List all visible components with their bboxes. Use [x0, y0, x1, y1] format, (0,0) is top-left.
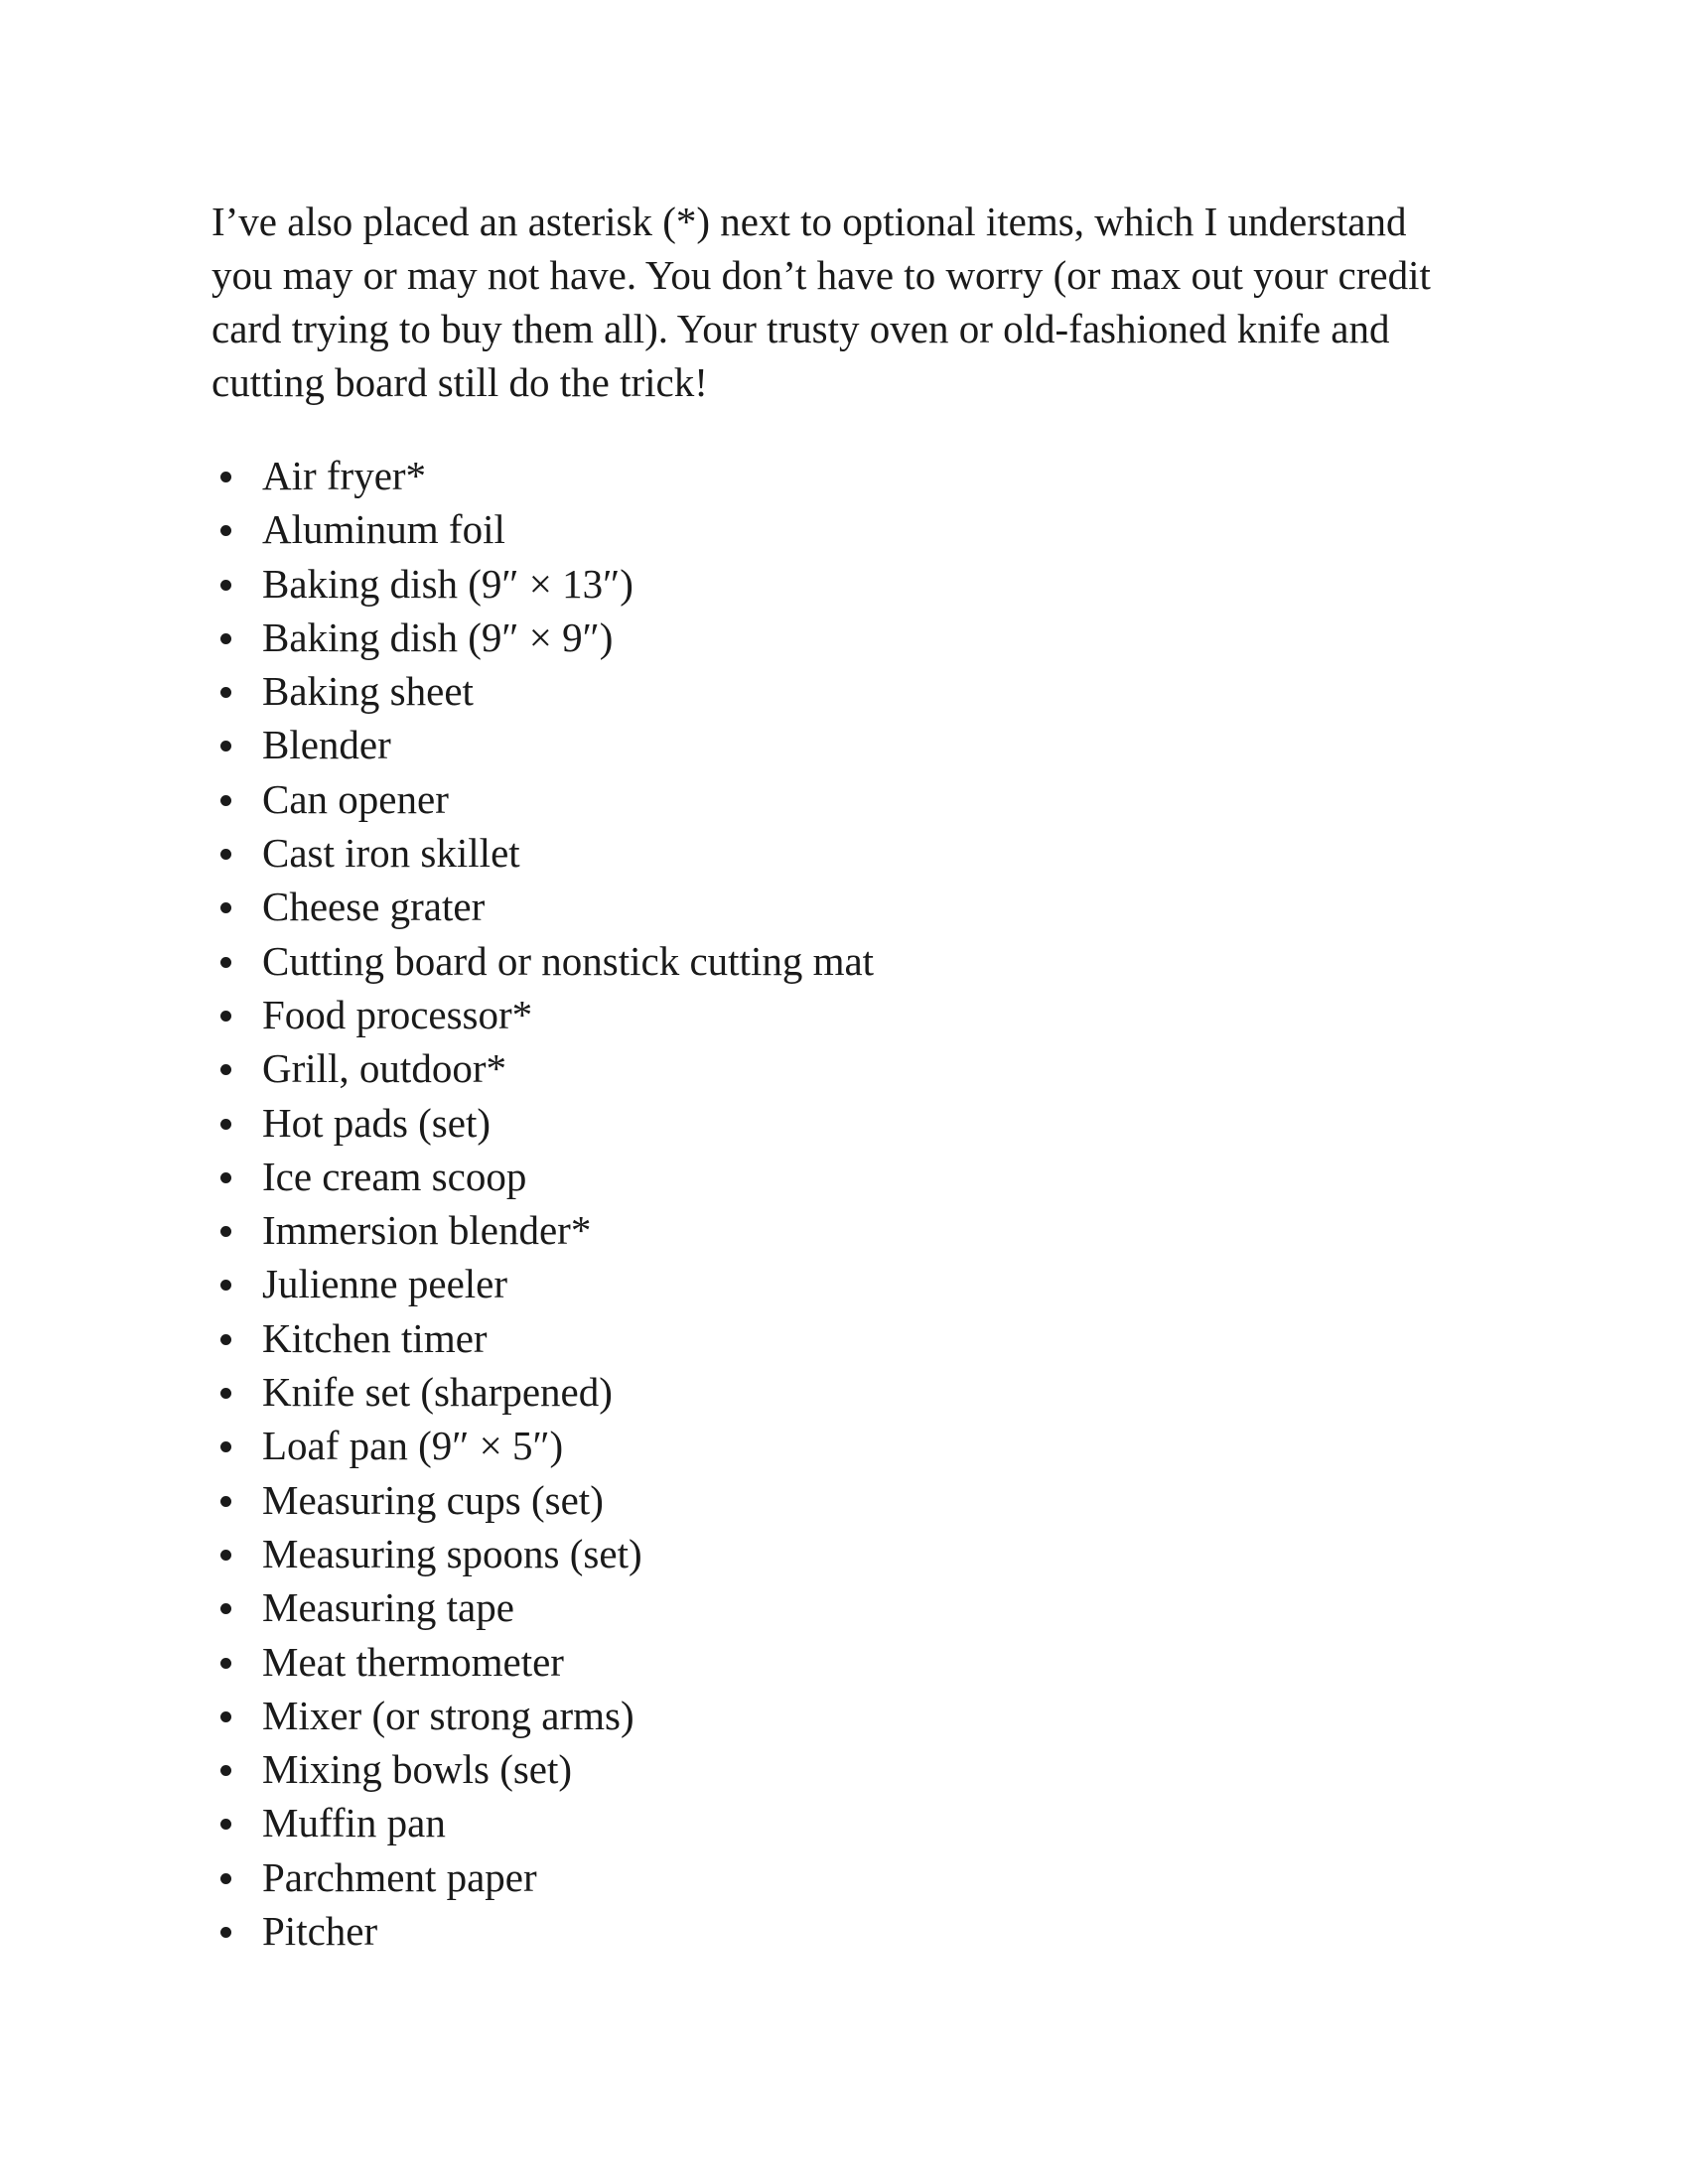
list-item — [211, 1689, 1443, 1742]
bullet-icon — [220, 472, 231, 482]
bullet-icon — [220, 1172, 231, 1183]
bullet-icon — [220, 957, 231, 968]
bullet-icon — [220, 1603, 231, 1614]
list-item-text: Parchment paper — [262, 1853, 537, 1900]
list-item — [211, 1365, 1443, 1419]
list-item — [211, 1635, 1443, 1689]
list-item-text: Blender — [262, 722, 391, 768]
list-item-text: Cutting board or nonstick cutting mat — [262, 937, 875, 984]
list-item-text: Meat thermometer — [262, 1638, 564, 1685]
bullet-icon — [220, 1119, 231, 1130]
bullet-icon — [220, 1064, 231, 1075]
list-item-text: Can opener — [262, 775, 449, 822]
list-item — [211, 1580, 1443, 1634]
list-item-text: Muffin pan — [262, 1800, 446, 1846]
list-item — [211, 1527, 1443, 1580]
list-item — [211, 1904, 1443, 1958]
list-item — [211, 449, 1443, 502]
list-item-text: Pitcher — [262, 1908, 378, 1955]
list-item — [211, 1096, 1443, 1150]
list-item-text: Baking dish (9″ × 9″) — [262, 614, 614, 660]
bullet-icon — [220, 1819, 231, 1830]
bullet-icon — [220, 1334, 231, 1345]
bullet-icon — [220, 1441, 231, 1452]
list-item — [211, 502, 1443, 556]
list-item — [211, 1796, 1443, 1849]
bullet-icon — [220, 1711, 231, 1722]
bullet-icon — [220, 525, 231, 536]
kitchen-tools-list — [211, 449, 1443, 1958]
bullet-icon — [220, 1658, 231, 1669]
list-item-text: Ice cream scoop — [262, 1153, 527, 1199]
bullet-icon — [220, 741, 231, 751]
list-item-text: Loaf pan (9″ × 5″) — [262, 1423, 564, 1469]
intro-paragraph: I’ve also placed an asterisk (*) next to optional items, which I understand you may or may not have. You don’t have to worry (or max out your credit card trying to buy them all). Your trusty oven or old-fashioned knife and cutting board still do the trick! — [211, 199, 1431, 405]
list-item — [211, 1311, 1443, 1365]
list-item-text: Kitchen timer — [262, 1314, 488, 1361]
list-item — [211, 826, 1443, 880]
bullet-icon — [220, 1011, 231, 1022]
bullet-icon — [220, 1388, 231, 1399]
bullet-icon — [220, 1280, 231, 1291]
list-item-text: Air fryer* — [262, 453, 427, 498]
bullet-icon — [220, 902, 231, 913]
list-item-text: Cheese grater — [262, 884, 486, 930]
bullet-icon — [220, 633, 231, 644]
bullet-icon — [220, 1927, 231, 1938]
list-item-text: Measuring cups (set) — [262, 1476, 604, 1523]
list-item — [211, 1257, 1443, 1310]
list-item — [211, 772, 1443, 826]
list-item-text: Food processor* — [262, 991, 533, 1037]
bullet-icon — [220, 849, 231, 860]
bullet-icon — [220, 1550, 231, 1561]
list-item-text: Cast iron skillet — [262, 830, 520, 877]
list-item — [211, 1150, 1443, 1203]
list-item — [211, 1473, 1443, 1527]
list-item — [211, 557, 1443, 611]
list-item-text: Immersion blender* — [262, 1207, 592, 1254]
list-item-text: Aluminum foil — [262, 506, 505, 553]
list-item-text: Grill, outdoor* — [262, 1045, 506, 1092]
bullet-icon — [220, 580, 231, 591]
list-item-text: Measuring tape — [262, 1584, 514, 1631]
list-item-text: Mixing bowls (set) — [262, 1746, 573, 1793]
list-item — [211, 718, 1443, 771]
list-item — [211, 1419, 1443, 1472]
list-item — [211, 1203, 1443, 1257]
bullet-icon — [220, 687, 231, 698]
list-item — [211, 664, 1443, 718]
list-item-text: Measuring spoons (set) — [262, 1530, 642, 1576]
list-item — [211, 611, 1443, 664]
list-item — [211, 1742, 1443, 1796]
list-item-text: Julienne peeler — [262, 1261, 508, 1307]
bullet-icon — [220, 1496, 231, 1507]
bullet-icon — [220, 795, 231, 806]
list-item — [211, 988, 1443, 1041]
list-item-text: Baking dish (9″ × 13″) — [262, 560, 633, 607]
bullet-icon — [220, 1765, 231, 1776]
list-item-text: Baking sheet — [262, 668, 474, 715]
bullet-icon — [220, 1226, 231, 1237]
page-content — [211, 195, 1443, 1958]
list-item-text: Hot pads (set) — [262, 1099, 492, 1146]
list-item — [211, 880, 1443, 933]
list-item — [211, 1041, 1443, 1095]
list-item-text: Mixer (or strong arms) — [262, 1692, 634, 1738]
bullet-icon — [220, 1873, 231, 1884]
list-item — [211, 1850, 1443, 1904]
list-item-text: Knife set (sharpened) — [262, 1369, 613, 1416]
list-item — [211, 934, 1443, 988]
